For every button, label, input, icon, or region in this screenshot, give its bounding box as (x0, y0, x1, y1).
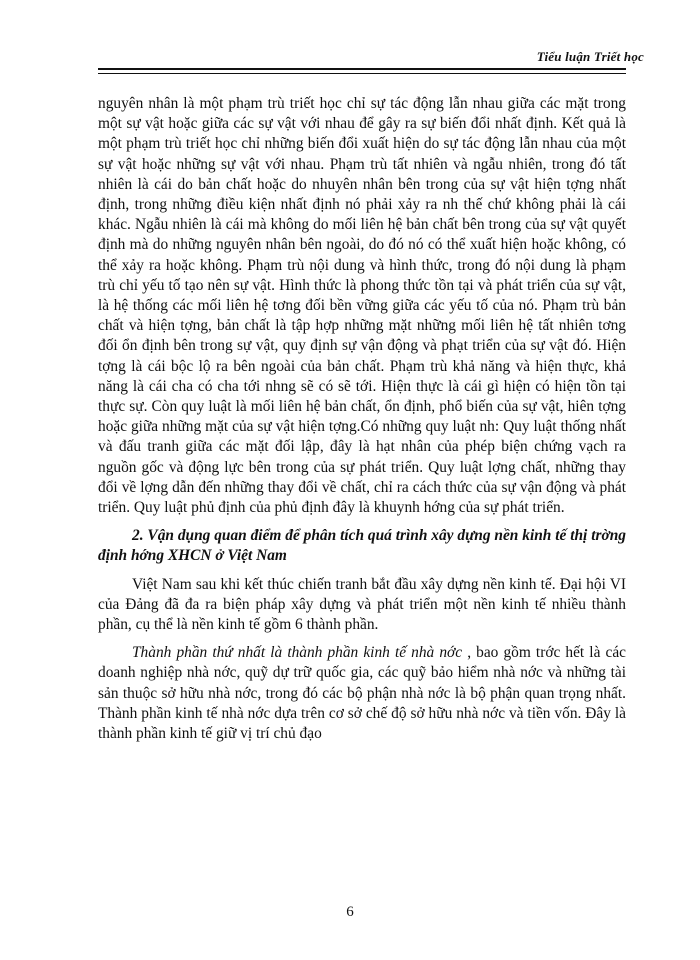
paragraph-intro: Việt Nam sau khi kết thúc chiến tranh bắt đầu xây dựng nền kinh tế. Đại hội VI của Đảng đã đa ra biện pháp xây dựng và phát triển một nền kinh tế nhiều thành phần, cụ thể là nền kinh tế gồm 6 thành phần. (98, 575, 626, 634)
header-rule-thick (98, 68, 626, 70)
header-rule-thin (98, 73, 626, 74)
paragraph-rest: , bao gồm trớc hết là các doanh nghiệp nhà nớc, quỹ dự trữ quốc gia, các quỹ bảo hiểm nhà nớc và những tài sản thuộc sở hữu nhà nớc, trong đó các bộ phận nhà nớc là bộ phận quan trọng nhất. Thành phần kinh tế nhà nớc dựa trên cơ sở chế độ sở hữu nhà nớc và tiền vốn. Đây là thành phần kinh tế giữ vị trí chủ đạo (98, 644, 626, 743)
paragraph-categories: nguyên nhân là một phạm trù triết học chỉ sự tác động lẫn nhau giữa các mặt trong một sự vật hoặc giữa các sự vật với nhau để gây ra sự biến đổi nhất định. Kết quả là một phạm trù triết học chỉ những biến đổi xuất hiện do sự tác động lẫn nhau của một sự vật hoặc những sự vật với nhau. Phạm trù tất nhiên và ngẫu nhiên, trong đó tất nhiên là cái do bản chất hoặc do nhuyên nhân bên trong của sự vật hiện tợng nhất định, trong những điều kiện nhất định nó phải xảy ra nh thế chứ không phải là cái khác. Ngẫu nhiên là cái mà không do mối liên hệ bản chất bên trong của sự vật quyết định mà do những nguyên nhân bên ngoài, do đó nó có thể xuất hiện hoặc không, có thể xảy ra hoặc không. Phạm trù nội dung và hình thức, trong đó nội dung là phạm trù chỉ yếu tố tạo nên sự vật. Hình thức là phong thức tồn tại và phát triển của sự vật, là hệ thống các mối liên hệ tơng đối bền vững giữa các yếu tố của nó. Phạm trù bản chất và hiện tợng, bản chất là tập hợp những mặt những mối liên hệ tất nhiên tơng đối ổn định bên trong sự vật, quy định sự vận động và phạt triển của sự vật đó. Hiện tợng là cái bộc lộ ra bên ngoài của bản chất. Phạm trù khả năng và hiện thực, khả năng là cái cha có cha tới nhng sẽ có sẽ tới. Hiện thực là cái gì hiện có hiện tồn tại thực sự. Còn quy luật là mối liên hệ bản chất, ổn định, phổ biến của sự vật, hiên tợng hoặc giữa những mặt của sự vật hiện tợng.Có những quy luật nh: Quy luật thống nhất và đấu tranh giữa các mặt đối lập, đây là hạt nhân của phép biện chứng vạch ra nguồn gốc và động lực bên trong của sự phát triển. Quy luật lợng chất, những thay đổi về lợng dẫn đến những thay đổi về chất, chỉ ra cách thức của sự vận động và phát triển. Quy luật phủ định của phủ định đây là khuynh hớng của sự phát triển. (98, 95, 626, 517)
paragraph-state-sector (98, 643, 626, 744)
running-header: Tiểu luận Triết học (536, 49, 644, 64)
page-number: 6 (346, 904, 354, 920)
document-body (98, 94, 626, 744)
paragraph-lead-phrase: Thành phần thứ nhất là thành phần kinh tế nhà nớc (132, 644, 463, 662)
section-heading: 2. Vận dụng quan điểm để phân tích quá trình xây dựng nền kinh tế thị trờng định hớng XHCN ở Việt Nam (98, 527, 626, 565)
